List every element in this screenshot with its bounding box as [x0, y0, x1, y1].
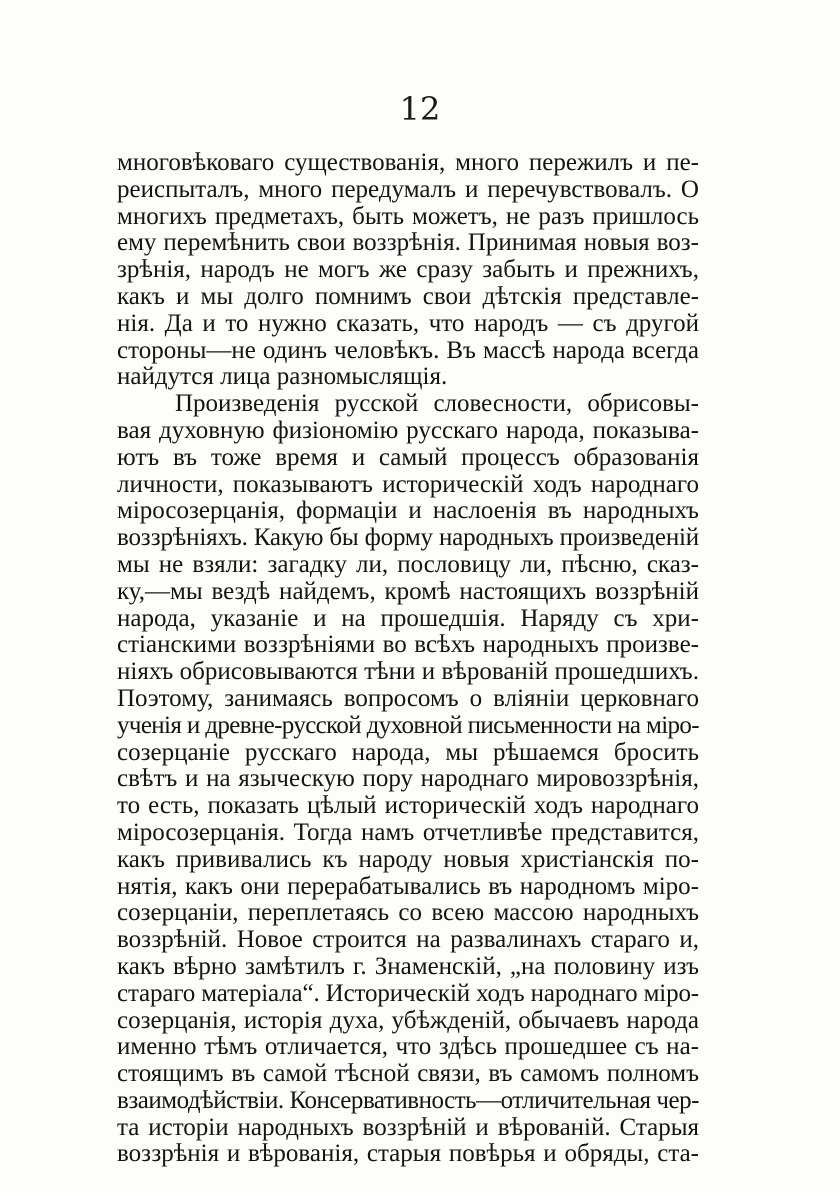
text-line: стіанскими воззрѣніями во всѣхъ народныхъ произве- — [117, 631, 699, 659]
text-line: созерцаніе русскаго народа, мы рѣшаемся бросить — [117, 738, 699, 766]
text-line: Поэтому, занимаясь вопросомъ о вліяніи церковнаго — [117, 684, 699, 712]
text-line: ютъ въ тоже время и самый процессъ образованія — [117, 443, 699, 471]
text-line: то есть, показать цѣлый историческій ходъ народнаго — [117, 792, 699, 820]
text-line: созерцанія, исторія духа, убѣжденій, обычаевъ народа — [117, 1006, 699, 1034]
text-line: воззрѣній. Новое строится на развалинахъ стараго и, — [117, 926, 699, 954]
text-line: личности, показываютъ историческій ходъ народнаго — [117, 470, 699, 498]
paragraph-start-line: Произведенія русской словесности, обрисовы- — [175, 390, 699, 418]
text-line: народа, указаніе и на прошедшія. Наряду съ хри- — [117, 604, 699, 632]
text-line: многихъ предметахъ, быть можетъ, не разъ пришлось — [117, 202, 699, 230]
text-line: ему перемѣнить свои воззрѣнія. Принимая новыя воз- — [117, 229, 699, 257]
body-text — [117, 150, 699, 1168]
text-line: ученія и древне-русской духовной письменности на міро- — [117, 711, 699, 739]
text-line: нятія, какъ они перерабатывались въ народномъ міро- — [117, 872, 699, 900]
text-line: какъ и мы долго помнимъ свои дѣтскія представле- — [117, 282, 699, 310]
text-line: нія. Да и то нужно сказать, что народъ — съ другой — [117, 309, 699, 337]
page-number: 12 — [399, 90, 441, 128]
text-line: взаимодѣйствіи. Консервативность—отличительная чер- — [117, 1086, 699, 1114]
text-line: реиспыталъ, много передумалъ и перечувствовалъ. О — [117, 175, 699, 203]
text-line: міросозерцанія, формаціи и наслоенія въ народныхъ — [117, 497, 699, 525]
text-line: созерцаніи, переплетаясь со всею массою народныхъ — [117, 899, 699, 927]
text-line: ніяхъ обрисовываются тѣни и вѣрованій прошедшихъ. — [117, 658, 699, 686]
text-line: ку,—мы вездѣ найдемъ, кромѣ настоящихъ воззрѣній — [117, 577, 699, 605]
text-line: именно тѣмъ отличается, что здѣсь прошедшее съ на- — [117, 1033, 699, 1061]
text-line: стоящимъ въ самой тѣсной связи, въ самомъ полномъ — [117, 1060, 699, 1088]
text-line: вая духовную физіономію русскаго народа, показыва- — [117, 416, 699, 444]
text-line: зрѣнія, народъ не могъ же сразу забыть и прежнихъ, — [117, 256, 699, 284]
text-line: воззрѣнія и вѣрованія, старыя повѣрья и обряды, ста- — [117, 1140, 699, 1168]
text-line: свѣтъ и на языческую пору народнаго мировоззрѣнія, — [117, 765, 699, 793]
paragraph-end-line: найдутся лица разномыслящія. — [117, 363, 448, 391]
text-line: міросозерцанія. Тогда намъ отчетливѣе представится, — [117, 818, 699, 846]
text-line: какъ вѣрно замѣтилъ г. Знаменскій, „на половину изъ — [117, 952, 699, 980]
text-line: многовѣковаго существованія, много пережилъ и пе- — [117, 149, 699, 176]
text-line: какъ прививались къ народу новыя христіанскія по- — [117, 845, 699, 873]
text-line: воззрѣніяхъ. Какую бы форму народныхъ произведеній — [117, 524, 699, 552]
text-line: мы не взяли: загадку ли, пословицу ли, пѣсню, сказ- — [117, 550, 699, 578]
text-line: стараго матеріала“. Историческій ходъ народнаго міро- — [117, 979, 699, 1007]
text-line: стороны—не одинъ человѣкъ. Въ массѣ народа всегда — [117, 336, 699, 364]
text-line: та исторіи народныхъ воззрѣній и вѣрованій. Старыя — [117, 1113, 699, 1141]
